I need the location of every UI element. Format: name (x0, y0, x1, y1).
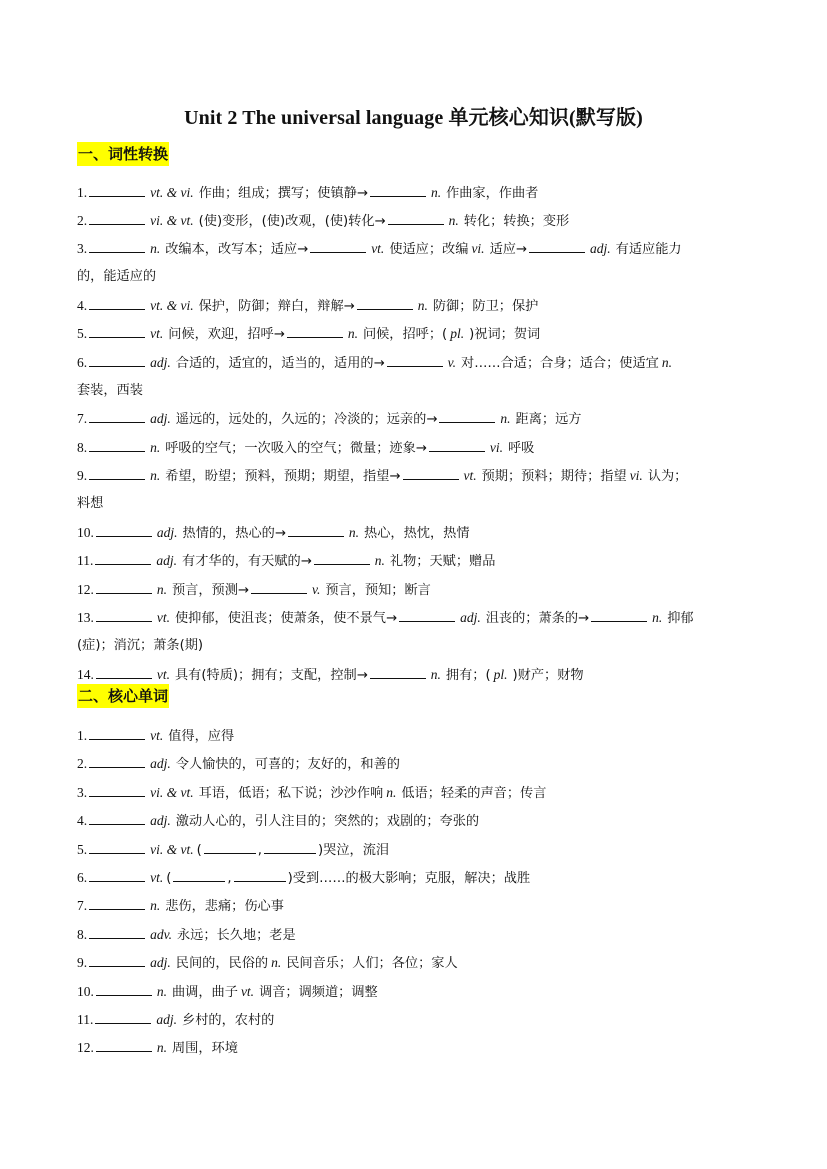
answer-blank[interactable] (95, 1010, 151, 1024)
definition: 沮丧的；萧条的→ (485, 611, 590, 626)
answer-blank[interactable] (89, 896, 145, 910)
item-number: 1. (77, 728, 88, 743)
core-word-item (77, 925, 757, 945)
definition: )哭泣，流泪 (317, 843, 390, 858)
part-of-speech: pl. (493, 667, 508, 682)
part-of-speech: adv. (150, 927, 172, 942)
answer-blank[interactable] (314, 551, 370, 565)
part-of-speech: adj. (460, 610, 481, 625)
part-of-speech: vi. & vt. (150, 842, 194, 857)
part-of-speech: n. (448, 213, 459, 228)
definition: 乡村的，农村的 (182, 1013, 275, 1028)
part-of-speech: vi. (471, 241, 485, 256)
definition: 改编本，改写本；适应→ (165, 242, 309, 257)
definition: )财产；财物 (512, 668, 584, 683)
answer-blank[interactable] (591, 608, 647, 622)
definition: 认为； (647, 469, 688, 484)
separator: , (257, 843, 262, 858)
part-of-speech: adj. (150, 411, 171, 426)
definition: 预言，预知；断言 (325, 583, 431, 598)
item-number: 13. (77, 610, 94, 625)
answer-blank[interactable] (529, 239, 585, 253)
definition: (使)变形，(使)改观，(使)转化→ (198, 214, 386, 229)
word-form-item (77, 353, 757, 373)
section-heading-word-forms: 一、词性转换 (77, 142, 169, 166)
answer-blank[interactable] (89, 183, 145, 197)
part-of-speech: n. (417, 298, 428, 313)
answer-blank[interactable] (370, 665, 426, 679)
part-of-speech: vt. (371, 241, 385, 256)
word-form-item (77, 409, 757, 429)
answer-blank[interactable] (89, 783, 145, 797)
definition: 拥有；( (445, 668, 491, 683)
item-number: 4. (77, 813, 88, 828)
part-of-speech: n. (150, 468, 161, 483)
word-form-item-continuation: 套装，西装 (77, 383, 143, 398)
word-form-item (77, 665, 757, 685)
answer-blank[interactable] (399, 608, 455, 622)
definition: 礼物；天赋；赠品 (389, 554, 496, 569)
word-form-item-continuation: 的，能适应的 (77, 269, 157, 284)
core-word-item (77, 953, 757, 973)
word-form-item (77, 296, 757, 316)
part-of-speech: n. (156, 582, 167, 597)
item-number: 6. (77, 870, 88, 885)
word-form-item (77, 239, 757, 259)
item-number: 4. (77, 298, 88, 313)
answer-blank[interactable] (96, 665, 152, 679)
part-of-speech: v. (312, 582, 321, 597)
definition: 呼吸 (508, 441, 535, 456)
core-word-item (77, 811, 757, 831)
answer-blank[interactable] (89, 409, 145, 423)
part-of-speech: n. (386, 785, 397, 800)
core-word-item (77, 754, 757, 774)
definition: 预言，预测→ (172, 583, 249, 598)
definition: 低语；轻柔的声音；传言 (401, 786, 547, 801)
answer-blank[interactable] (439, 409, 495, 423)
part-of-speech: vt. & vi. (150, 185, 194, 200)
definition: 使适应；改编 (389, 242, 469, 257)
answer-blank[interactable] (234, 868, 286, 882)
item-number: 7. (77, 411, 88, 426)
part-of-speech: vt. (156, 667, 170, 682)
definition: 民间音乐；人们；各位；家人 (286, 956, 458, 971)
part-of-speech: n. (150, 440, 161, 455)
definition: 距离；远方 (515, 412, 582, 427)
item-number: 12. (77, 582, 94, 597)
answer-blank[interactable] (89, 925, 145, 939)
part-of-speech: vt. & vi. (150, 298, 194, 313)
answer-blank[interactable] (89, 840, 145, 854)
definition: 抑郁 (667, 611, 694, 626)
answer-blank[interactable] (89, 811, 145, 825)
definition: 使抑郁，使沮丧；使萧条，使不景气→ (175, 611, 398, 626)
part-of-speech: n. (374, 553, 385, 568)
part-of-speech: vt. (156, 610, 170, 625)
definition: 对……合适；合身；适合；使适宜 (461, 356, 659, 371)
item-number: 2. (77, 213, 88, 228)
answer-blank[interactable] (89, 466, 145, 480)
word-form-item (77, 608, 757, 628)
part-of-speech: adj. (156, 525, 178, 540)
part-of-speech: adj. (150, 756, 171, 771)
definition: 预期；预料；期待；指望 (481, 469, 627, 484)
definition: 有适应能力 (615, 242, 682, 257)
section-heading-core-words: 二、核心单词 (77, 684, 169, 708)
part-of-speech: pl. (450, 326, 465, 341)
part-of-speech: n. (271, 955, 282, 970)
definition: 问候，招呼；( (362, 327, 448, 342)
definition: 问候，欢迎，招呼→ (168, 327, 285, 342)
word-form-item (77, 183, 757, 203)
word-form-item (77, 580, 757, 600)
answer-blank[interactable] (89, 754, 145, 768)
item-number: 3. (77, 241, 88, 256)
core-word-item (77, 783, 757, 803)
answer-blank[interactable] (403, 466, 459, 480)
definition: 令人愉快的，可喜的；友好的，和善的 (175, 757, 400, 772)
part-of-speech: adj. (150, 813, 171, 828)
answer-blank[interactable] (96, 580, 152, 594)
definition: 具有(特质)；拥有；支配，控制→ (175, 668, 368, 683)
definition: 作曲家，作曲者 (446, 186, 539, 201)
part-of-speech: n. (430, 667, 441, 682)
answer-blank[interactable] (89, 868, 145, 882)
part-of-speech: n. (348, 525, 360, 540)
item-number: 2. (77, 756, 88, 771)
definition: 保护，防御；辩白，辩解→ (198, 299, 355, 314)
definition: 激动人心的，引人注目的；突然的；戏剧的；夸张的 (175, 814, 480, 829)
item-number: 6. (77, 355, 88, 370)
part-of-speech: v. (447, 355, 457, 370)
core-word-item (77, 1010, 757, 1030)
word-form-item (77, 211, 757, 231)
part-of-speech: adj. (150, 955, 171, 970)
answer-blank[interactable] (96, 523, 152, 537)
answer-blank[interactable] (96, 608, 152, 622)
answer-blank[interactable] (357, 296, 413, 310)
definition: 值得，应得 (168, 729, 235, 744)
part-of-speech: vi. (489, 440, 503, 455)
definition: 适应→ (489, 242, 527, 257)
part-of-speech: vt. (240, 984, 255, 999)
word-form-item (77, 523, 757, 543)
definition: 有才华的，有天赋的→ (182, 554, 312, 569)
definition: 民间的，民俗的 (175, 956, 269, 971)
part-of-speech: n. (156, 1040, 167, 1055)
part-of-speech: vi. (629, 468, 643, 483)
word-form-item (77, 324, 757, 344)
part-of-speech: n. (500, 411, 511, 426)
definition: 永远；长久地；老是 (177, 928, 296, 943)
definition: 调音；调频道；调整 (259, 985, 378, 1000)
item-number: 8. (77, 927, 88, 942)
answer-blank[interactable] (89, 211, 145, 225)
paren-open: ( (196, 843, 202, 858)
core-word-item (77, 896, 757, 916)
part-of-speech: vi. & vt. (150, 785, 194, 800)
answer-blank[interactable] (310, 239, 366, 253)
item-number: 11. (77, 1012, 94, 1027)
word-form-item-continuation: (症)；消沉；萧条(期) (77, 638, 204, 653)
definition: 转化；转换；变形 (463, 214, 570, 229)
definition: 热心，热忱，热情 (364, 526, 470, 541)
part-of-speech: vt. (463, 468, 477, 483)
answer-blank[interactable] (89, 953, 145, 967)
item-number: 10. (77, 984, 94, 999)
word-form-item (77, 466, 757, 486)
part-of-speech: n. (150, 241, 161, 256)
item-number: 9. (77, 955, 88, 970)
item-number: 7. (77, 898, 88, 913)
part-of-speech: n. (661, 355, 672, 370)
answer-blank[interactable] (287, 324, 343, 338)
item-number: 11. (77, 553, 94, 568)
answer-blank[interactable] (89, 353, 145, 367)
item-number: 1. (77, 185, 88, 200)
part-of-speech: adj. (156, 1012, 178, 1027)
part-of-speech: vt. (150, 728, 164, 743)
answer-blank[interactable] (429, 438, 485, 452)
separator: , (227, 871, 232, 886)
item-number: 10. (77, 525, 94, 540)
answer-blank[interactable] (89, 324, 145, 338)
answer-blank[interactable] (89, 239, 145, 253)
item-number: 8. (77, 440, 88, 455)
answer-blank[interactable] (95, 551, 151, 565)
item-number: 5. (77, 326, 88, 341)
definition: 曲调，曲子 (172, 985, 238, 1000)
definition: 周围，环境 (172, 1041, 238, 1056)
word-form-item (77, 551, 757, 571)
definition: 耳语，低语；私下说；沙沙作响 (198, 786, 384, 801)
part-of-speech: n. (430, 185, 442, 200)
page-title: Unit 2 The universal language 单元核心知识(默写版) (184, 107, 643, 129)
item-number: 14. (77, 667, 94, 682)
answer-blank[interactable] (387, 353, 443, 367)
part-of-speech: vt. (150, 326, 164, 341)
definition: )受到……的极大影响；克服，解决；战胜 (287, 871, 531, 886)
word-form-item-continuation: 料想 (77, 496, 104, 511)
answer-blank[interactable] (264, 840, 316, 854)
answer-blank[interactable] (388, 211, 444, 225)
core-word-item (77, 840, 757, 860)
core-word-item (77, 868, 757, 888)
core-word-item (77, 1038, 757, 1058)
part-of-speech: vi. & vt. (150, 213, 194, 228)
definition: 合适的，适宜的，适当的，适用的→ (175, 356, 385, 371)
definition: 作曲；组成；撰写；使镇静→ (198, 186, 368, 201)
paren-open: ( (166, 871, 172, 886)
answer-blank[interactable] (89, 296, 145, 310)
answer-blank[interactable] (96, 982, 152, 996)
definition: 呼吸的空气；一次吸入的空气；微量；迹象→ (165, 441, 427, 456)
item-number: 9. (77, 468, 88, 483)
part-of-speech: vt. (150, 870, 164, 885)
answer-blank[interactable] (89, 726, 145, 740)
answer-blank[interactable] (251, 580, 307, 594)
answer-blank[interactable] (96, 1038, 152, 1052)
core-word-item (77, 982, 757, 1002)
definition: 遥远的，远处的，久远的；冷淡的；远亲的→ (175, 412, 438, 427)
answer-blank[interactable] (89, 438, 145, 452)
part-of-speech: n. (150, 898, 161, 913)
core-word-item (77, 726, 757, 746)
part-of-speech: n. (347, 326, 358, 341)
part-of-speech: adj. (156, 553, 178, 568)
word-form-item (77, 438, 757, 458)
answer-blank[interactable] (204, 840, 256, 854)
item-number: 3. (77, 785, 88, 800)
item-number: 5. (77, 842, 88, 857)
definition: 希望，盼望；预料，预期；期望，指望→ (165, 469, 401, 484)
definition: 悲伤，悲痛；伤心事 (165, 899, 284, 914)
answer-blank[interactable] (370, 183, 426, 197)
part-of-speech: n. (652, 610, 663, 625)
definition: 热情的，热心的→ (182, 526, 286, 541)
answer-blank[interactable] (173, 868, 225, 882)
item-number: 12. (77, 1040, 94, 1055)
definition: )祝词；贺词 (469, 327, 541, 342)
answer-blank[interactable] (288, 523, 344, 537)
part-of-speech: n. (156, 984, 167, 999)
part-of-speech: adj. (150, 355, 171, 370)
part-of-speech: adj. (590, 241, 611, 256)
definition: 防御；防卫；保护 (432, 299, 539, 314)
